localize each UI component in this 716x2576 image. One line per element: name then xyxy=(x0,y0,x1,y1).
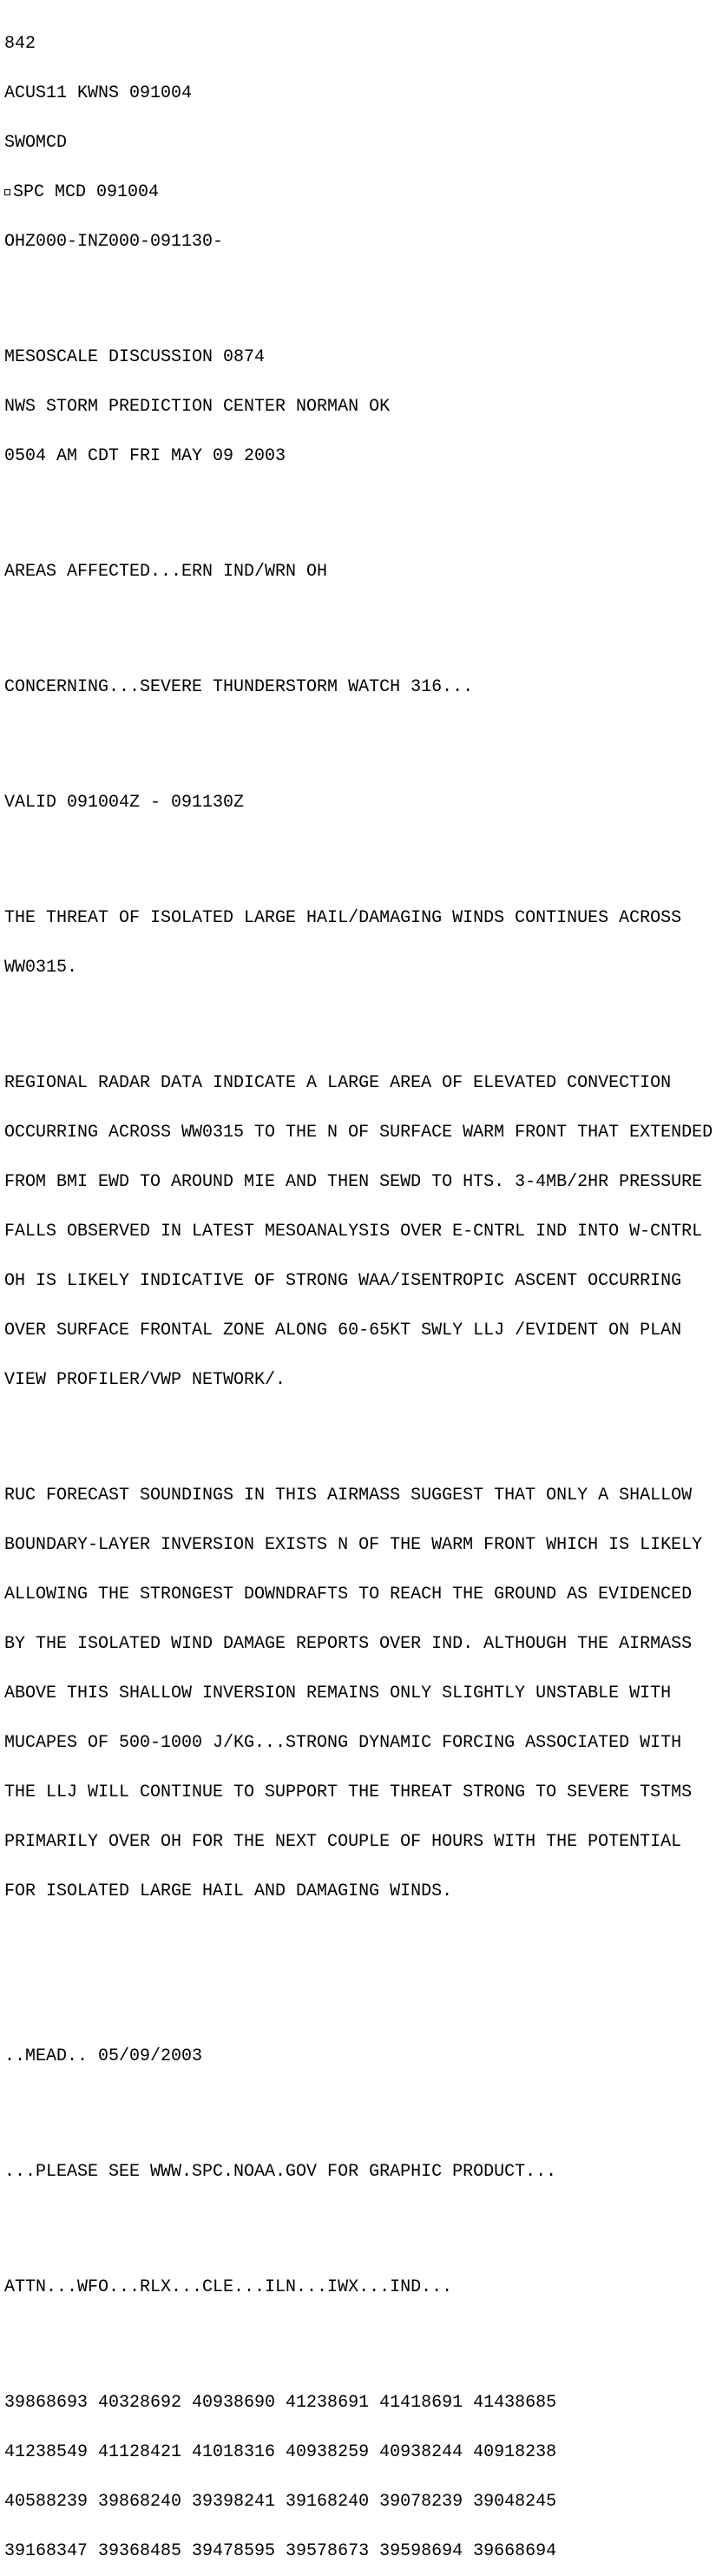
spc-mcd-text: SPC MCD 091004 xyxy=(13,182,160,202)
awips-id: SWOMCD xyxy=(4,133,68,153)
concerning-line: CONCERNING...SEVERE THUNDERSTORM WATCH 316... xyxy=(4,677,474,697)
paragraph-3-line: RUC FORECAST SOUNDINGS IN THIS AIRMASS SUGGEST THAT ONLY A SHALLOW xyxy=(4,1486,693,1505)
blank-line xyxy=(4,844,713,860)
blank-line xyxy=(4,283,713,300)
paragraph-3-line: ALLOWING THE STRONGEST DOWNDRAFTS TO REACH THE GROUND AS EVIDENCED xyxy=(4,1584,693,1604)
paragraph-2-line: REGIONAL RADAR DATA INDICATE A LARGE AREA OF ELEVATED CONVECTION xyxy=(4,1073,672,1093)
sequence-number: 842 xyxy=(4,34,36,54)
paragraph-1-line: THE THREAT OF ISOLATED LARGE HAIL/DAMAGING WINDS CONTINUES ACROSS xyxy=(4,908,682,928)
spc-mcd-line xyxy=(4,184,713,201)
forecaster-signature: ..MEAD.. 05/09/2003 xyxy=(4,2046,203,2066)
paragraph-2-line: OH IS LIKELY INDICATIVE OF STRONG WAA/ISENTROPIC ASCENT OCCURRING xyxy=(4,1271,682,1291)
blank-line xyxy=(4,2329,713,2345)
control-box-icon xyxy=(4,189,10,195)
paragraph-3-line: FOR ISOLATED LARGE HAIL AND DAMAGING WINDS. xyxy=(4,1881,453,1901)
blank-line xyxy=(4,728,713,745)
paragraph-2-line: OVER SURFACE FRONTAL ZONE ALONG 60-65KT SWLY LLJ /EVIDENT ON PLAN xyxy=(4,1321,682,1341)
paragraph-3-line: BY THE ISOLATED WIND DAMAGE REPORTS OVER IND. ALTHOUGH THE AIRMASS xyxy=(4,1634,693,1654)
blank-line xyxy=(4,1982,713,1999)
paragraph-3-line: PRIMARILY OVER OH FOR THE NEXT COUPLE OF HOURS WITH THE POTENTIAL xyxy=(4,1832,682,1852)
areas-affected: AREAS AFFECTED...ERN IND/WRN OH xyxy=(4,562,328,582)
paragraph-2-line: FROM BMI EWD TO AROUND MIE AND THEN SEWD TO HTS. 3-4MB/2HR PRESSURE xyxy=(4,1172,703,1192)
blank-line xyxy=(4,1421,713,1438)
latlon-row: 41238549 41128421 41018316 40938259 40938244 40918238 xyxy=(4,2442,557,2462)
issuing-office: NWS STORM PREDICTION CENTER NORMAN OK xyxy=(4,397,391,417)
wmo-header: ACUS11 KWNS 091004 xyxy=(4,83,193,103)
graphic-product-note: ...PLEASE SEE WWW.SPC.NOAA.GOV FOR GRAPHIC PRODUCT... xyxy=(4,2162,557,2182)
paragraph-3-line: MUCAPES OF 500-1000 J/KG...STRONG DYNAMIC FORCING ASSOCIATED WITH xyxy=(4,1733,682,1753)
blank-line xyxy=(4,497,713,514)
latlon-row: 39868693 40328692 40938690 41238691 41418691 41438685 xyxy=(4,2393,557,2413)
ugc-line: OHZ000-INZ000-091130- xyxy=(4,232,224,252)
paragraph-2-line: OCCURRING ACROSS WW0315 TO THE N OF SURFACE WARM FRONT THAT EXTENDED xyxy=(4,1123,713,1143)
blank-line xyxy=(4,613,713,629)
blank-line xyxy=(4,2098,713,2114)
latlon-row: 40588239 39868240 39398241 39168240 39078239 39048245 xyxy=(4,2492,557,2512)
paragraph-1-line: WW0315. xyxy=(4,958,78,978)
blank-line xyxy=(4,2213,713,2230)
paragraph-3-line: BOUNDARY-LAYER INVERSION EXISTS N OF THE WARM FRONT WHICH IS LIKELY xyxy=(4,1535,703,1555)
attn-line: ATTN...WFO...RLX...CLE...ILN...IWX...IND... xyxy=(4,2277,453,2297)
paragraph-3-line: THE LLJ WILL CONTINUE TO SUPPORT THE THREAT STRONG TO SEVERE TSTMS xyxy=(4,1782,693,1802)
latlon-row: 39168347 39368485 39478595 39578673 39598694 39668694 xyxy=(4,2541,557,2561)
valid-time: VALID 091004Z - 091130Z xyxy=(4,793,245,813)
mesoscale-discussion-text xyxy=(4,3,713,2576)
paragraph-2-line: FALLS OBSERVED IN LATEST MESOANALYSIS OVER E-CNTRL IND INTO W-CNTRL xyxy=(4,1222,703,1242)
issue-time: 0504 AM CDT FRI MAY 09 2003 xyxy=(4,446,286,466)
blank-line xyxy=(4,1933,713,1949)
paragraph-2-line: VIEW PROFILER/VWP NETWORK/. xyxy=(4,1370,286,1390)
blank-line xyxy=(4,1009,713,1025)
discussion-title: MESOSCALE DISCUSSION 0874 xyxy=(4,347,266,367)
paragraph-3-line: ABOVE THIS SHALLOW INVERSION REMAINS ONLY SLIGHTLY UNSTABLE WITH xyxy=(4,1683,672,1703)
